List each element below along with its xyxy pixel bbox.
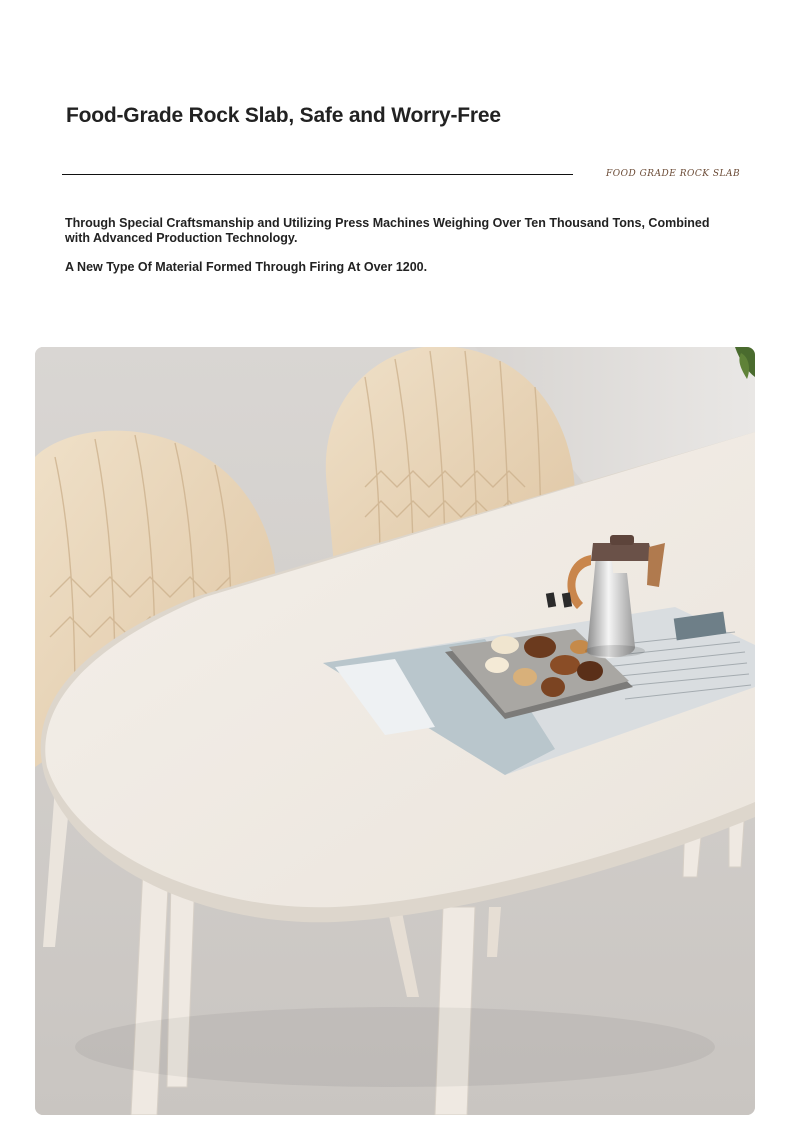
script-label: FOOD GRADE ROCK SLAB <box>606 169 741 179</box>
table-shadow <box>75 1007 715 1087</box>
description-paragraph-2: A New Type Of Material Formed Through Firing At Over 1200. <box>65 260 428 274</box>
description-paragraph-1: Through Special Craftsmanship and Utilizing Press Machines Weighing Over Ten Thousand Tons, Combined with Advanced Production Technology. <box>65 216 710 245</box>
product-photo <box>35 347 755 1115</box>
page-title: Food-Grade Rock Slab, Safe and Worry-Free <box>66 104 501 127</box>
divider-line <box>62 174 573 175</box>
